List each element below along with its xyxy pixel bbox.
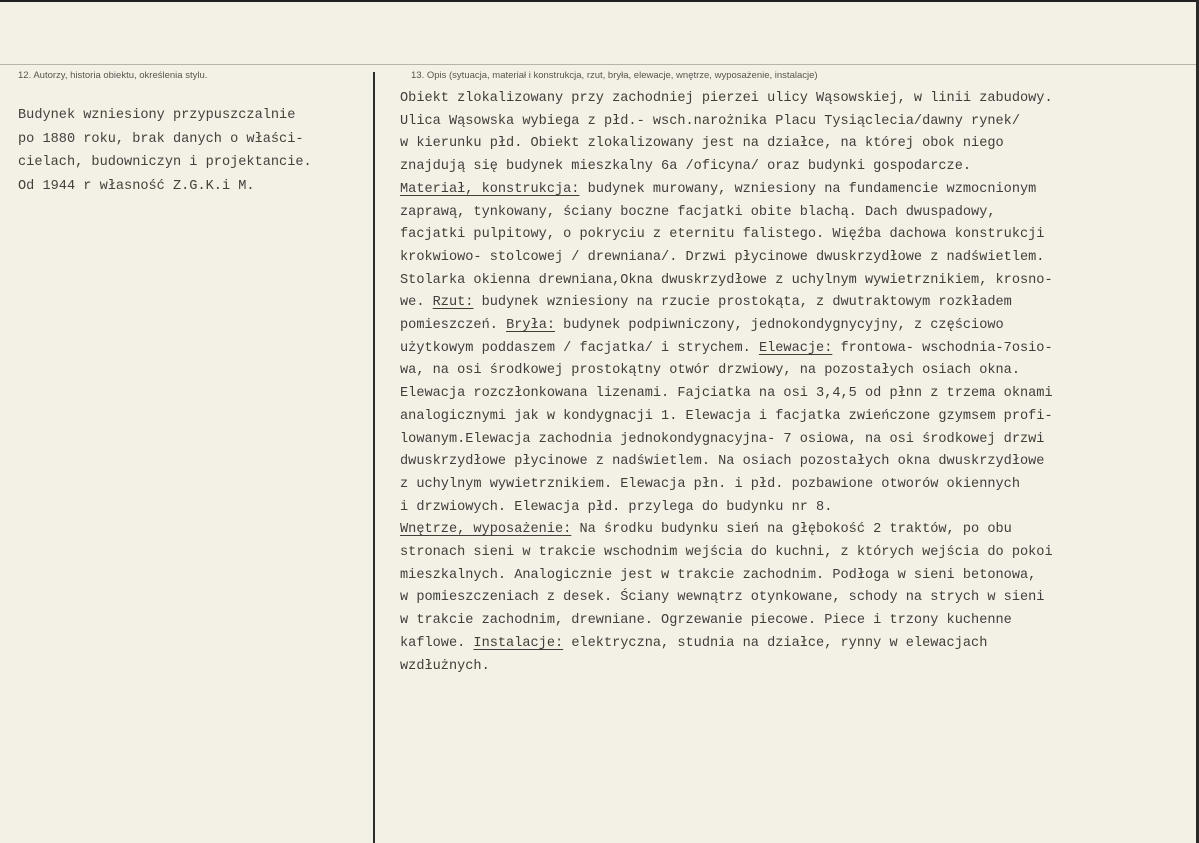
description-segment: w pomieszczeniach z desek. Ściany wewnątrz otynkowane, schody na strych w sieni [400, 590, 1045, 606]
description-line [400, 156, 1190, 179]
section-heading: Rzut: [432, 295, 474, 311]
history-line: Budynek wzniesiony przypuszczalnie [18, 108, 296, 123]
section-heading: Instalacje: [473, 635, 564, 651]
description-line [400, 497, 1190, 520]
history-text [18, 104, 368, 198]
description-segment: frontowa- wschodnia-7osio- [832, 340, 1053, 356]
description-segment: budynek podpiwniczony, jednokondygnycyjny, z częściowo [555, 318, 1004, 334]
description-line [400, 179, 1190, 202]
description-line [400, 565, 1190, 588]
description-segment: krokwiowo- stolcowej / drewniana/. Drzwi płycinowe dwuskrzydłowe z nadświetlem. [400, 249, 1045, 265]
description-segment: Stolarka okienna drewniana,Okna dwuskrzydłowe z uchylnym wywietrznikiem, krosno- [400, 272, 1053, 288]
description-line [400, 519, 1190, 542]
description-segment: budynek wzniesiony na rzucie prostokąta, z dwutraktowym rozkładem [473, 295, 1012, 311]
history-line: po 1880 roku, brak danych o właści- [18, 131, 304, 147]
description-line [400, 360, 1190, 383]
description-line [400, 247, 1190, 270]
description-segment: wzdłużnych. [400, 658, 490, 674]
description-segment: Elewacja rozczłonkowana lizenami. Fajciatka na osi 3,4,5 od płnn z trzema oknami [400, 386, 1053, 402]
description-segment: pomieszczeń. [400, 318, 507, 334]
description-line [400, 429, 1190, 452]
description-line [400, 383, 1190, 406]
description-segment: w kierunku płd. Obiekt zlokalizowany jest na działce, na której obok niego [400, 136, 1004, 152]
description-line [400, 338, 1190, 361]
field-12-header: 12. Autorzy, historia obiektu, określenia stylu. [18, 70, 208, 81]
description-line [400, 542, 1190, 565]
description-segment: wa, na osi środkowej prostokątny otwór drzwiowy, na pozostałych osiach okna. [400, 363, 1020, 379]
description-segment: elektryczna, studnia na działce, rynny w elewacjach [563, 635, 988, 651]
history-line: Od 1944 r własność Z.G.K.i M. [18, 178, 255, 194]
description-segment: we. [400, 295, 433, 311]
column-divider [373, 72, 375, 843]
description-line [400, 474, 1190, 497]
section-heading: Wnętrze, wyposażenie: [400, 522, 572, 538]
description-segment: facjatki pulpitowy, o pokryciu z eternitu falistego. Więźba dachowa konstrukcji [400, 227, 1045, 243]
description-segment: Na środku budynku sień na głębokość 2 traktów, po obu [571, 522, 1012, 538]
description-segment: w trakcie zachodnim, drewniane. Ogrzewanie piecowe. Piece i trzony kuchenne [400, 613, 1012, 629]
description-segment: analogicznymi jak w kondygnacji 1. Elewacja i facjatka zwieńczone gzymsem profi- [400, 408, 1053, 424]
description-line [400, 315, 1190, 338]
description-segment: z uchylnym wywietrznikiem. Elewacja płn. i płd. pozbawione otworów okiennych [400, 476, 1020, 492]
history-line: cielach, budowniczyn i projektancie. [18, 155, 312, 170]
description-line [400, 133, 1190, 156]
description-line [400, 451, 1190, 474]
top-edge [0, 0, 1199, 2]
description-line [400, 224, 1190, 247]
field-13-header: 13. Opis (sytuacja, materiał i konstrukcja, rzut, bryła, elewacje, wnętrze, wyposażenie, instalacje) [411, 70, 818, 81]
description-segment: Ulica Wąsowska wybiega z płd.- wsch.narożnika Placu Tysiąclecia/dawny rynek/ [400, 113, 1020, 129]
description-segment: dwuskrzydłowe płycinowe z nadświetlem. Na osiach pozostałych okna dwuskrzydłowe [400, 454, 1045, 470]
section-heading: Materiał, konstrukcja: [400, 181, 580, 197]
description-text [400, 88, 1190, 678]
description-line [400, 633, 1190, 656]
section-heading: Elewacje: [758, 340, 833, 356]
section-heading: Bryła: [506, 318, 556, 334]
description-line [400, 656, 1190, 679]
description-line [400, 292, 1190, 315]
description-line [400, 406, 1190, 429]
form-rule [0, 64, 1196, 65]
description-segment: zaprawą, tynkowany, ściany boczne facjatki obite blachą. Dach dwuspadowy, [400, 204, 996, 220]
description-segment: lowanym.Elewacja zachodnia jednokondygnacyjna- 7 osiowa, na osi środkowej drzwi [400, 431, 1045, 447]
description-segment: użytkowym poddaszem / facjatka/ i strychem. [400, 340, 759, 356]
description-line [400, 111, 1190, 134]
description-segment: znajdują się budynek mieszkalny 6a /oficyna/ oraz budynki gospodarcze. [400, 159, 972, 175]
description-segment: i drzwiowych. Elewacja płd. przylega do budynku nr 8. [400, 499, 833, 515]
description-segment: stronach sieni w trakcie wschodnim wejścia do kuchni, z których wejścia do pokoi [400, 545, 1053, 561]
description-line [400, 202, 1190, 225]
description-segment: Obiekt zlokalizowany przy zachodniej pierzei ulicy Wąsowskiej, w linii zabudowy. [400, 91, 1053, 106]
description-line [400, 270, 1190, 293]
description-line [400, 88, 1190, 111]
description-segment: budynek murowany, wzniesiony na fundamencie wzmocnionym [579, 181, 1037, 197]
description-segment: mieszkalnych. Analogicznie jest w trakcie zachodnim. Podłoga w sieni betonowa, [400, 567, 1037, 583]
description-line [400, 587, 1190, 610]
description-line [400, 610, 1190, 633]
description-segment: kaflowe. [400, 635, 474, 651]
